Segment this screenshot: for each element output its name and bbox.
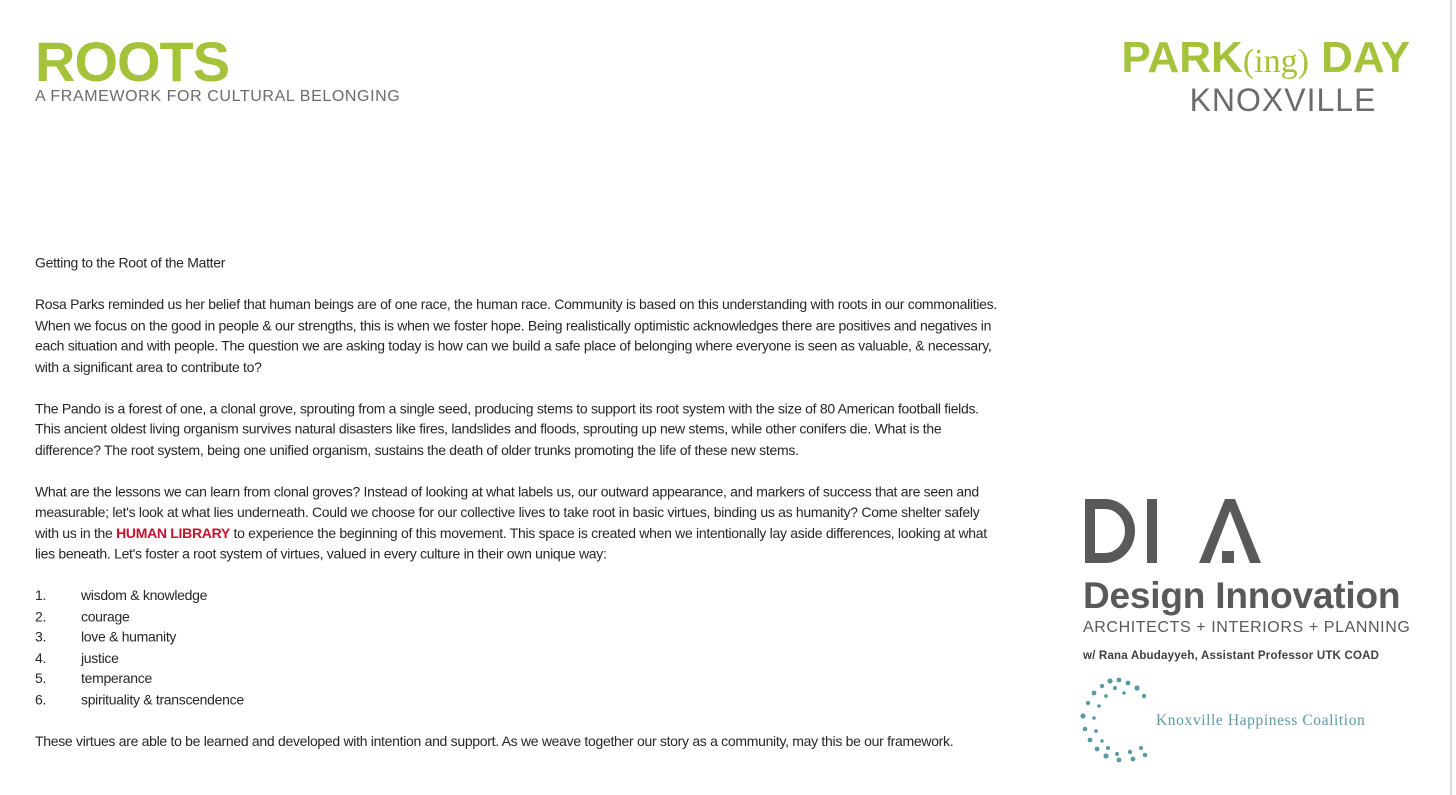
- event-title-ing: (ing): [1242, 43, 1309, 80]
- virtue-text: love & humanity: [81, 628, 177, 645]
- article-paragraph-1: Rosa Parks reminded us her belief that human beings are of one race, the human race. Community is based on this understanding with roots in our commonalities. When we focus on the good in people & our strengths, this is when we foster hope. Being realistically optimistic acknowledges there are positives and negatives in each situation and with people. The question we are asking today is how can we build a safe place of belonging where everyone is seen as valuable, & necessary, with a significant area to contribute to?: [35, 296, 997, 375]
- paragraph-3-after: to experience the beginning of this movement. This space is created when we intentionally lay aside differences, looking at what lies beneath. Let's foster a root system of virtues, valued in every culture in their own unique way:: [35, 525, 987, 562]
- happiness-coalition-logo-icon: [1075, 676, 1165, 764]
- virtue-text: temperance: [81, 670, 152, 687]
- event-title-park: PARK: [1121, 33, 1243, 82]
- human-library-highlight: HUMAN LIBRARY: [116, 525, 230, 541]
- virtue-number: 2.: [35, 608, 47, 624]
- sponsor-name: Design Innovation: [1083, 575, 1401, 616]
- virtue-item: [35, 669, 997, 690]
- coalition-name: Knoxville Happiness Coalition: [1156, 712, 1366, 729]
- virtue-text: spirituality & transcendence: [81, 691, 244, 707]
- page-subtitle: A FRAMEWORK FOR CULTURAL BELONGING: [35, 88, 401, 105]
- dia-logo-icon: [1083, 497, 1265, 565]
- article-paragraph-3: [35, 482, 997, 565]
- virtue-item: [35, 606, 997, 627]
- virtue-item: [35, 627, 997, 648]
- virtue-item: [35, 689, 997, 710]
- virtue-text: justice: [81, 649, 119, 666]
- paragraph-3-before: What are the lessons we can learn from clonal groves? Instead of looking at what labels us, our outward appearance, and markers of success that are seen and measurable; let's look at what lies underneath. Could we choose for our collective lives to take root in basic virtues, binding us as humanity? Come shelter safely with us in the: [35, 483, 980, 541]
- event-city: KNOXVILLE: [1189, 82, 1377, 118]
- page-edge-divider: [1450, 0, 1452, 795]
- event-title: [1110, 34, 1410, 86]
- virtue-number: 4.: [35, 649, 47, 666]
- article-heading: Getting to the Root of the Matter: [35, 254, 226, 271]
- page-title: ROOTS: [35, 30, 230, 93]
- virtue-item: [35, 585, 997, 606]
- virtue-list: [35, 585, 997, 710]
- virtue-text: courage: [81, 608, 130, 624]
- sponsor-tagline: ARCHITECTS + INTERIORS + PLANNING: [1083, 619, 1411, 636]
- virtue-number: 1.: [35, 587, 47, 603]
- virtue-text: wisdom & knowledge: [81, 587, 208, 603]
- article-paragraph-2: The Pando is a forest of one, a clonal grove, sprouting from a single seed, producing stems to support its root system with the size of 80 American football fields. This ancient oldest living organism survives natural disasters like fires, landslides and floods, sprouting up new stems, while other conifers die. What is the difference? The root system, being one unified organism, sustains the death of older trunks promoting the life of these new stems.: [35, 400, 979, 458]
- article-closing: These virtues are able to be learned and developed with intention and support. As we weave together our story as a community, may this be our framework.: [35, 732, 954, 749]
- article-body: [35, 253, 997, 773]
- virtue-number: 5.: [35, 670, 47, 687]
- virtue-item: [35, 648, 997, 669]
- sponsor-credit: w/ Rana Abudayyeh, Assistant Professor UTK COAD: [1083, 650, 1380, 662]
- virtue-number: 6.: [35, 691, 47, 707]
- virtue-number: 3.: [35, 628, 47, 645]
- event-title-day: DAY: [1308, 33, 1410, 82]
